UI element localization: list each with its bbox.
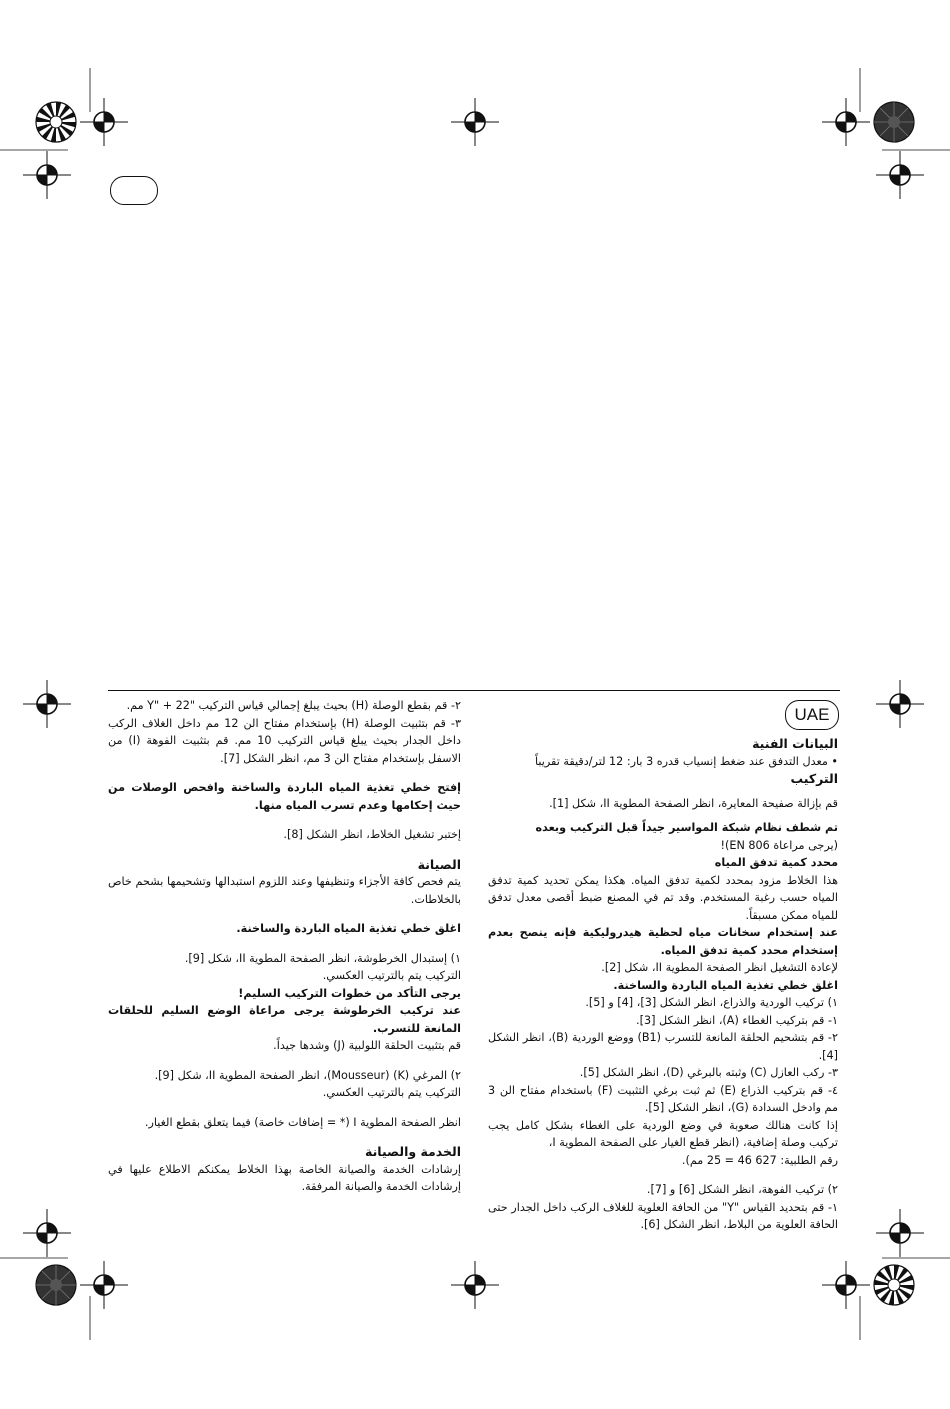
paragraph: هذا الخلاط مزود بمحدد لكمية تدفق المياه. هكذا يمكن تحديد كمية تدفق المياه حسب رغبة المستخدم. وقد تم في المصنع ضبط أقصى معدل تدفق للمياه ممكن مسبقاً. — [488, 873, 838, 922]
spacer — [108, 1055, 461, 1067]
bold-paragraph: عند تركيب الخرطوشة يرجى مراعاة الوضع السليم للحلقات المانعة للتسرب. — [108, 1004, 461, 1035]
spacer — [108, 1131, 461, 1143]
paragraph: التركيب يتم بالترتيب العكسي. — [322, 1086, 461, 1099]
paragraph: ١- قم بتحديد القياس "Y" من الحافة العلوية للغلاف الركب داخل الجدار حتى الحافة العلوية من البلاط، انظر الشكل [6]. — [488, 1200, 838, 1231]
bold-paragraph: اغلق خطي تغذية المياه الباردة والساخنة. — [236, 922, 461, 935]
paragraph: ٤- قم بتركيب الذراع (E) ثم ثبت برغي التثبيت (F) باستخدام مفتاح الن 3 مم وادخل السدادة (G)، انظر الشكل [5]. — [488, 1083, 838, 1114]
paragraph: انظر الصفحة المطوية I (* = إضافات خاصة) فيما يتعلق بقطع الغيار. — [144, 1115, 461, 1129]
paragraph: • معدل التدفق عند ضغط إنسياب قدره 3 بار: 12 لتر/دقيقة تقريباً — [534, 754, 838, 768]
spacer — [488, 788, 838, 795]
bold-paragraph: تم شطف نظام شبكة المواسير جيداً قبل التركيب وبعده — [535, 821, 838, 834]
paragraph: التركيب يتم بالترتيب العكسي. — [322, 969, 461, 982]
paragraph: ٢- قم بقطع الوصلة (H) بحيث يبلغ إجمالي قياس التركيب "Y" + 22 مم. — [126, 699, 461, 712]
spacer — [108, 844, 461, 856]
paragraph: ٢) المرغي (K) (Mousseur)، انظر الصفحة المطوية II، شكل [9]. — [154, 1068, 461, 1082]
left-column — [108, 697, 461, 1196]
paragraph: ٢- قم بتشحيم الحلقة المانعة للتسرب (B1) ووضع الوردية (B)، انظر الشكل [4]. — [488, 1031, 838, 1062]
spacer — [108, 938, 461, 950]
paragraph: إرشادات الخدمة والصيانة الخاصة بهذا الخلاط يمكنكم الاطلاع عليها في إرشادات الخدمة والصيانة المرفقة. — [108, 1162, 461, 1193]
country-badge: UAE — [785, 700, 839, 730]
spacer — [108, 814, 461, 826]
section-heading: التركيب — [790, 771, 838, 786]
paragraph: إختبر تشغيل الخلاط، انظر الشكل [8]. — [283, 828, 461, 841]
bold-paragraph: اغلق خطي تغذية المياه الباردة والساخنة. — [613, 978, 838, 992]
section-heading: الخدمة والصيانة — [364, 1144, 461, 1159]
paragraph: لإعادة التشغيل انظر الصفحة المطوية II، شكل [2]. — [601, 961, 838, 974]
right-column — [488, 735, 838, 1234]
paragraph: (يرجى مراعاة EN 806)! — [720, 838, 838, 852]
paragraph: إذا كانت هنالك صعوبة في وضع الوردية على الغطاء بشكل كامل يجب تركيب وصلة إضافية، (انظر قطع الغيار على الصفحة المطوية I، — [488, 1118, 838, 1149]
spacer — [108, 908, 461, 920]
spacer — [488, 812, 838, 819]
section-heading: البيانات الفنية — [752, 736, 838, 751]
spacer — [108, 1102, 461, 1114]
paragraph: ٣- قم بتثبيت الوصلة (H) بإستخدام مفتاح الن 12 مم داخل الغلاف الركب داخل الجدار بحيث يبلغ قياس التركيب 10 مم. قم بتثبيت الفوهة (I) من الاسفل بإستخدام مفتاح الن 3 مم، انظر الشكل [7]. — [108, 716, 462, 765]
section-divider — [108, 690, 840, 691]
paragraph: ١) إستبدال الخرطوشة، انظر الصفحة المطوية II، شكل [9]. — [184, 951, 461, 965]
language-oval — [110, 176, 158, 205]
spacer — [108, 767, 461, 779]
bold-paragraph: محدد كمية تدفق المياه — [714, 856, 838, 869]
paragraph: ١- قم بتركيب الغطاء (A)، انظر الشكل [3]. — [636, 1013, 838, 1027]
paragraph: قم بتثبيت الحلقة اللولبية (J) وشدها جيداً. — [273, 1039, 461, 1052]
paragraph: قم بإزالة صفيحة المعايرة، انظر الصفحة المطوية II، شكل [1]. — [549, 796, 838, 810]
paragraph: ٣- ركب العازل (C) وثبته بالبرغي (D)، انظر الشكل [5]. — [579, 1066, 838, 1079]
bold-paragraph: عند إستخدام سخانات مياه لحظية هيدروليكية فإنه ينصح بعدم إستخدام محدد كمية تدفق المياه. — [488, 926, 838, 957]
bold-paragraph: إفتح خطي تغذية المياه الباردة والساخنة وافحص الوصلات من حيث إحكامها وعدم تسرب المياه منها. — [108, 781, 461, 812]
paragraph: ١) تركيب الوردية والذراع، انظر الشكل [3]، [4] و [5]. — [585, 996, 838, 1009]
paragraph: ٢) تركيب الفوهة، انظر الشكل [6] و [7]. — [646, 1183, 838, 1196]
paragraph: رقم الطلبية: 627 46 = 25 مم). — [681, 1153, 838, 1167]
bold-paragraph: يرجى التأكد من خطوات التركيب السليم! — [238, 986, 461, 1000]
section-heading: الصيانة — [417, 856, 461, 872]
paragraph: يتم فحص كافة الأجزاء وتنظيفها وعند اللزوم استبدالها وتشحيمها بشحم خاص بالخلاطات. — [108, 875, 461, 906]
spacer — [488, 1169, 838, 1181]
